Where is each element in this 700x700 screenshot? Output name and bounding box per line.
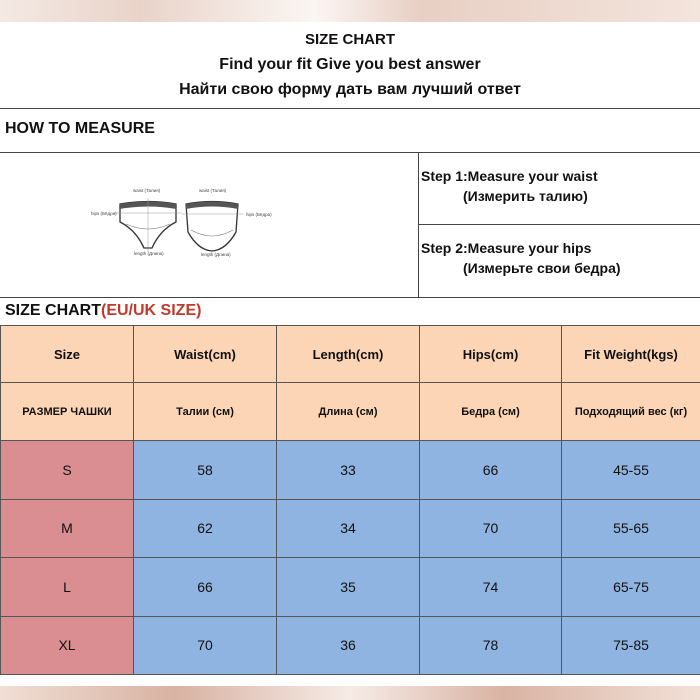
size-chart-heading (5, 302, 201, 320)
diagram-label-hips: hips (Бёдра) (246, 212, 272, 217)
column-header: Length(cm) (277, 326, 420, 383)
size-cell: S (1, 441, 134, 500)
size-chart-sheet (0, 22, 700, 686)
how-to-measure-heading: HOW TO MEASURE (5, 120, 155, 137)
hips-cell: 74 (420, 558, 562, 617)
length-cell: 36 (277, 616, 420, 675)
waist-cell: 70 (134, 616, 277, 675)
subtitle-en: Find your fit Give you best answer (219, 56, 481, 73)
how-to-measure-box (0, 152, 700, 297)
brief-front-illustration (114, 198, 182, 252)
size-cell: XL (1, 616, 134, 675)
step-1-text: Step 1:Measure your waist (421, 168, 598, 184)
background-photo-bottom (0, 686, 700, 700)
diagram-label-length: length (Длина) (134, 251, 164, 256)
brief-back-illustration (182, 202, 244, 252)
size-chart-heading-text: SIZE CHART (5, 302, 101, 319)
waist-cell: 66 (134, 558, 277, 617)
table-row (1, 558, 700, 617)
subtitle-ru: Найти свою форму дать вам лучший ответ (179, 81, 521, 98)
divider (0, 108, 700, 109)
table-row (1, 616, 700, 675)
weight-cell: 55-65 (562, 499, 700, 558)
table-header-row-ru (1, 383, 700, 441)
size-cell: L (1, 558, 134, 617)
size-table (0, 325, 700, 675)
column-header: Size (1, 326, 134, 383)
column-header-ru: Подходящий вес (кг) (562, 383, 700, 441)
column-header-ru: Талии (см) (134, 383, 277, 441)
column-header-ru: РАЗМЕР ЧАШКИ (1, 383, 134, 441)
diagram-label-length: length (Длина) (201, 252, 231, 257)
column-header: Waist(cm) (134, 326, 277, 383)
diagram-label-waist: waist (Талия) (133, 188, 161, 193)
diagram-label-hips: hips (Бёдра) (91, 211, 117, 216)
weight-cell: 75-85 (562, 616, 700, 675)
size-chart-heading-accent: (EU/UK SIZE) (101, 302, 202, 319)
table-row (1, 499, 700, 558)
step-2 (421, 240, 621, 276)
waist-cell: 62 (134, 499, 277, 558)
length-cell: 35 (277, 558, 420, 617)
table-header-row (1, 326, 700, 383)
panties-diagram-illustration (0, 152, 418, 297)
hips-cell: 78 (420, 616, 562, 675)
diagram-label-waist: waist (Талия) (199, 188, 227, 193)
step-1-text-ru: (Измерить талию) (463, 188, 588, 204)
column-header-ru: Длина (см) (277, 383, 420, 441)
waist-cell: 58 (134, 441, 277, 500)
step-2-text: Step 2:Measure your hips (421, 240, 592, 256)
weight-cell: 65-75 (562, 558, 700, 617)
step-1 (421, 168, 598, 204)
measurement-diagram (0, 152, 419, 297)
column-header-ru: Бедра (см) (420, 383, 562, 441)
column-header: Fit Weight(kgs) (562, 326, 700, 383)
length-cell: 33 (277, 441, 420, 500)
table-row (1, 441, 700, 500)
hips-cell: 66 (420, 441, 562, 500)
step-2-text-ru: (Измерьте свои бедра) (463, 260, 621, 276)
step-divider (419, 224, 700, 225)
background-photo-top (0, 0, 700, 22)
length-cell: 34 (277, 499, 420, 558)
hips-cell: 70 (420, 499, 562, 558)
size-cell: M (1, 499, 134, 558)
weight-cell: 45-55 (562, 441, 700, 500)
page-title: SIZE CHART (305, 31, 395, 48)
divider (0, 297, 700, 298)
title-block (0, 22, 700, 108)
column-header: Hips(cm) (420, 326, 562, 383)
